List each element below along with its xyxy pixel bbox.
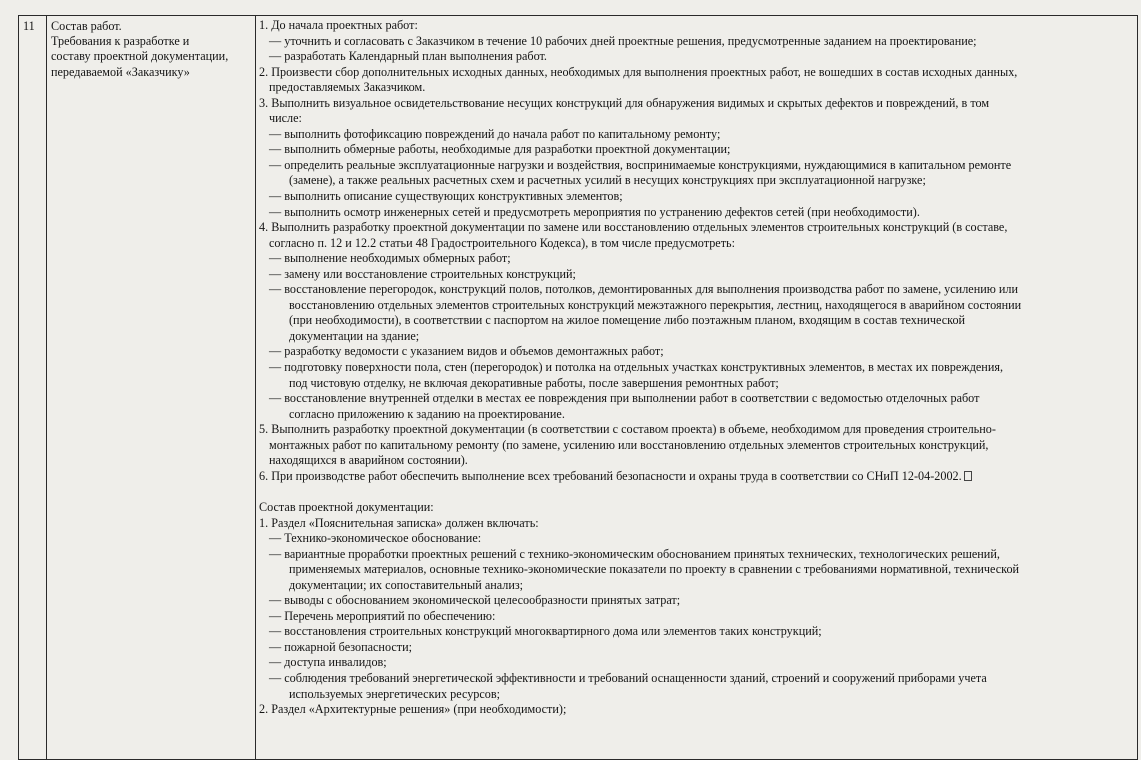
row-number-cell xyxy=(19,16,47,760)
content-line-text: числе: xyxy=(269,111,302,126)
content-line xyxy=(259,236,1137,252)
content-line xyxy=(259,671,1137,687)
content-line xyxy=(259,624,1137,640)
content-line xyxy=(259,438,1137,454)
content-line-text: документации; их сопоставительный анализ; xyxy=(289,577,524,592)
content-line-text: — восстановления строительных конструкций многоквартирного дома или элементов таких конструкций; xyxy=(269,624,822,639)
content-line xyxy=(259,96,1137,112)
content-line-text: — восстановление перегородок, конструкций полов, потолков, демонтированных для выполнения производства работ по замене, усилению или xyxy=(269,282,1019,297)
table-row xyxy=(19,16,1138,760)
content-line-text: — пожарной безопасности; xyxy=(269,639,412,654)
content-line-text: — замену или восстановление строительных конструкций; xyxy=(269,266,576,281)
content-line xyxy=(259,360,1137,376)
content-line-text: под чистовую отделку, не включая декоративные работы, после завершения ремонтных работ; xyxy=(289,375,779,390)
content-line xyxy=(259,609,1137,625)
content-line-text: 1. Раздел «Пояснительная записка» должен включать: xyxy=(259,515,539,530)
content-line-text: документации на здание; xyxy=(289,328,420,343)
content-line-text: 2. Произвести сбор дополнительных исходных данных, необходимых для выполнения проектных работ, не вошедших в состав исходных данных, xyxy=(259,64,1018,79)
content-line xyxy=(259,80,1137,96)
content-line-text: находящихся в аварийном состоянии). xyxy=(269,453,468,468)
title-line: передаваемой «Заказчику» xyxy=(51,64,190,79)
content-line-text: — Перечень мероприятий по обеспечению: xyxy=(269,608,496,623)
content-line xyxy=(259,220,1137,236)
row-number: 11 xyxy=(23,19,35,33)
content-line-text: — соблюдения требований энергетической эффективности и требований оснащенности зданий, строений и сооружений приборами учета xyxy=(269,670,987,685)
content-line xyxy=(259,640,1137,656)
content-line xyxy=(259,267,1137,283)
content-line-text: — вариантные проработки проектных решений с технико-экономическим обоснованием принятых технических, технологических решений, xyxy=(269,546,1000,561)
content-line xyxy=(259,34,1137,50)
content-line xyxy=(259,298,1137,314)
box-glyph-icon xyxy=(964,471,972,481)
content-line xyxy=(259,251,1137,267)
content-line-text: — выполнить фотофиксацию повреждений до начала работ по капитальному ремонту; xyxy=(269,126,721,141)
content-line-text: 1. До начала проектных работ: xyxy=(259,18,418,32)
content-line-text: — выполнить обмерные работы, необходимые для разработки проектной документации; xyxy=(269,142,731,157)
content-line xyxy=(259,376,1137,392)
specification-table xyxy=(18,15,1138,760)
content-line-text: (при необходимости), в соответствии с паспортом на жилое помещение либо поэтажным планом, входящим в состав технической xyxy=(289,313,966,328)
content-line-text: — восстановление внутренней отделки в местах ее повреждения при выполнении работ в соответствии с ведомостью отделочных работ xyxy=(269,391,980,406)
content-line xyxy=(259,111,1137,127)
content-line xyxy=(259,329,1137,345)
content-line xyxy=(259,142,1137,158)
title-line: Состав работ. xyxy=(51,19,122,33)
content-line-text: 4. Выполнить разработку проектной документации по замене или восстановлению отдельных элементов строительных конструкций (в составе, xyxy=(259,220,1008,235)
content-line xyxy=(259,391,1137,407)
content-line xyxy=(259,344,1137,360)
content-line-text: — выполнить осмотр инженерных сетей и предусмотреть мероприятия по устранению дефектов сетей (при необходимости). xyxy=(269,204,920,219)
content-line xyxy=(259,531,1137,547)
content-line xyxy=(259,18,1137,34)
content-line xyxy=(259,407,1137,423)
blank-line xyxy=(259,484,1137,500)
content-line-text: — доступа инвалидов; xyxy=(269,655,387,670)
content-line xyxy=(259,173,1137,189)
content-line-text: — выполнить описание существующих конструктивных элементов; xyxy=(269,189,623,204)
content-line-text: 6. При производстве работ обеспечить выполнение всех требований безопасности и охраны труда в соответствии со СНиП 12-04-2002. xyxy=(259,468,962,483)
row-content xyxy=(256,16,1137,718)
content-line-text: — разработать Календарный план выполнения работ. xyxy=(269,49,547,64)
row-title xyxy=(47,16,255,80)
content-line xyxy=(259,655,1137,671)
content-line xyxy=(259,593,1137,609)
content-line-text: согласно п. 12 и 12.2 статьи 48 Градостроительного Кодекса), в том числе предусмотреть: xyxy=(269,235,735,250)
content-line-text: — уточнить и согласовать с Заказчиком в течение 10 рабочих дней проектные решения, предусмотренные заданием на проектирование; xyxy=(269,33,977,48)
content-line xyxy=(259,127,1137,143)
content-line-text: — выполнение необходимых обмерных работ; xyxy=(269,251,511,266)
content-line-text: — выводы с обоснованием экономической целесообразности принятых затрат; xyxy=(269,593,681,608)
content-line xyxy=(259,562,1137,578)
content-line xyxy=(259,453,1137,469)
content-line xyxy=(259,578,1137,594)
content-line-text: 3. Выполнить визуальное освидетельствование несущих конструкций для обнаружения видимых и скрытых дефектов и повреждений, в том xyxy=(259,95,990,110)
content-line-text: — разработку ведомости с указанием видов и объемов демонтажных работ; xyxy=(269,344,664,359)
content-line xyxy=(259,702,1137,718)
content-line-text: — подготовку поверхности пола, стен (перегородок) и потолка на отдельных участках конструктивных элементов, в местах их повреждения, xyxy=(269,360,1003,375)
content-line xyxy=(259,500,1137,516)
content-line xyxy=(259,49,1137,65)
content-line-text: 5. Выполнить разработку проектной документации (в соответствии с составом проекта) в объеме, необходимом для проведения строительно- xyxy=(259,422,996,437)
row-title-cell xyxy=(47,16,256,760)
content-line xyxy=(259,282,1137,298)
content-line xyxy=(259,205,1137,221)
content-line xyxy=(259,516,1137,532)
content-line-text: согласно приложению к заданию на проектирование. xyxy=(289,406,565,421)
content-line-text: монтажных работ по капитальному ремонту (по замене, усилению или восстановлению отдельных элементов строительных конструкций, xyxy=(269,437,989,452)
content-line xyxy=(259,469,1137,485)
content-line-text: Состав проектной документации: xyxy=(259,499,434,514)
content-line xyxy=(259,687,1137,703)
content-line-text: восстановлению отдельных элементов строительных конструкций межэтажного перекрытия, лестниц, находящегося в аварийном состоянии xyxy=(289,297,1022,312)
title-line: составу проектной документации, xyxy=(51,49,229,64)
content-line xyxy=(259,313,1137,329)
content-line xyxy=(259,189,1137,205)
content-line-text: 2. Раздел «Архитектурные решения» (при необходимости); xyxy=(259,702,567,717)
content-line xyxy=(259,65,1137,81)
content-line-text: (замене), а также реальных расчетных схем и расчетных усилий в несущих конструкциях при эксплуатационной нагрузке; xyxy=(289,173,926,188)
content-line-text: — Технико-экономическое обоснование: xyxy=(269,531,482,546)
content-line xyxy=(259,422,1137,438)
row-content-cell xyxy=(256,16,1138,760)
content-line-text: предоставляемых Заказчиком. xyxy=(269,80,426,95)
content-line-text: применяемых материалов, основные технико-экономические показатели по проекту в сравнении с требованиями нормативной, технической xyxy=(289,562,1020,577)
content-line xyxy=(259,158,1137,174)
content-line-text: используемых энергетических ресурсов; xyxy=(289,686,501,701)
content-line-text: — определить реальные эксплуатационные нагрузки и воздействия, воспринимаемые конструкциями, нуждающимися в капитальном ремонте xyxy=(269,157,1012,172)
content-line xyxy=(259,547,1137,563)
title-line: Требования к разработке и xyxy=(51,34,190,49)
